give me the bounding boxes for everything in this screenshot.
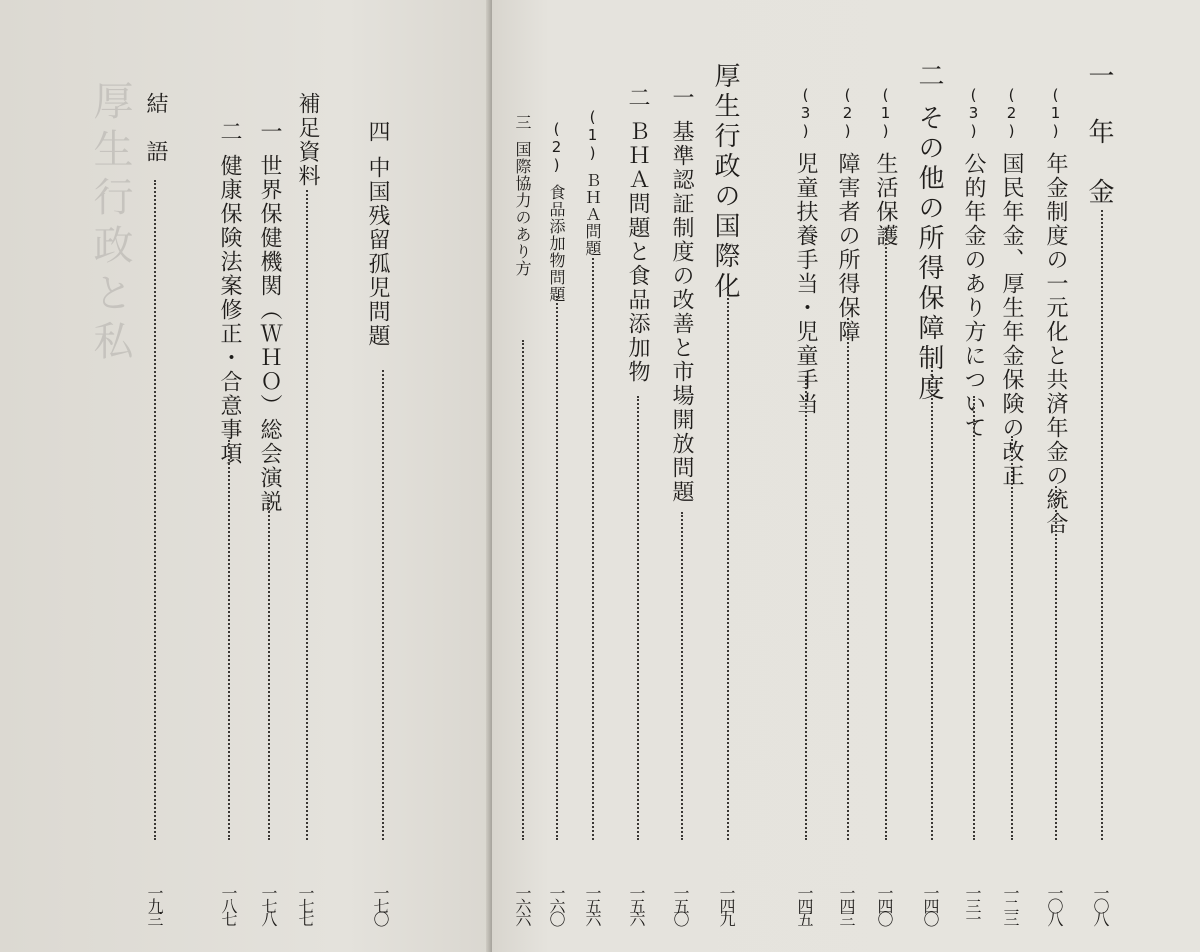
entry-label: 補足資料 xyxy=(295,92,320,188)
entry-label: その他の所得保障制度 xyxy=(914,104,944,404)
page-number: 一四五 xyxy=(795,885,814,924)
toc-entry-sec3[interactable] xyxy=(514,114,530,277)
toc-entry-ch2-2[interactable] xyxy=(836,86,858,344)
leader-dots xyxy=(1011,436,1013,840)
toc-entry-ch1-2[interactable] xyxy=(1000,86,1022,488)
entry-label: 国際協力のあり方 xyxy=(513,141,532,277)
entry-label: 年金制度の一元化と共済年金の統合 xyxy=(1043,152,1068,536)
leader-dots xyxy=(847,318,849,840)
page-number: 一六〇 xyxy=(547,885,566,924)
entry-label: 中国残留孤児問題 xyxy=(365,156,390,348)
leader-dots xyxy=(1055,486,1057,840)
entry-label: 国民年金、厚生年金保険の改正 xyxy=(999,152,1024,488)
page-number: 一四〇 xyxy=(921,885,940,924)
page-number: 一五〇 xyxy=(671,885,690,924)
entry-mark: (3) xyxy=(964,86,983,140)
page-number: 一八七 xyxy=(219,885,238,924)
page-number: 一五六 xyxy=(583,885,602,924)
leader-dots xyxy=(805,376,807,840)
leader-dots xyxy=(592,258,594,840)
leader-dots xyxy=(306,190,308,840)
toc-entry-ch1[interactable] xyxy=(1086,62,1112,208)
toc-entry-ch1-1[interactable] xyxy=(1044,86,1066,536)
entry-mark: 二 xyxy=(914,62,944,92)
leader-dots xyxy=(154,180,156,840)
toc-entry-ch2-1[interactable] xyxy=(874,86,896,248)
page-number: 一四九 xyxy=(717,885,736,924)
leader-dots xyxy=(681,512,683,840)
left-page xyxy=(0,0,492,952)
leader-dots xyxy=(556,296,558,840)
entry-label: ＢＨＡ問題と食品添加物 xyxy=(625,120,650,384)
page-number: 一五六 xyxy=(627,885,646,924)
leader-dots xyxy=(522,340,524,840)
toc-entry-sec4[interactable] xyxy=(366,120,388,348)
entry-mark: (2) xyxy=(547,120,566,174)
page-number: 一七〇 xyxy=(371,885,390,924)
entry-label: 生活保護 xyxy=(873,152,898,248)
leader-dots xyxy=(268,500,270,840)
leader-dots xyxy=(931,362,933,840)
page-number: 一九三 xyxy=(145,885,164,924)
toc-entry-supp[interactable] xyxy=(296,92,318,188)
page-number: 一三一 xyxy=(963,885,982,924)
entry-label: 年 金 xyxy=(1084,118,1114,208)
entry-label: 公的年金のあり方について xyxy=(961,152,986,440)
toc-entry-sec2[interactable] xyxy=(626,86,648,384)
entry-mark: 二 xyxy=(217,120,242,144)
entry-mark: 四 xyxy=(365,120,390,144)
page-number: 一七八 xyxy=(259,885,278,924)
page-number: 一七七 xyxy=(296,885,315,924)
toc-entry-sec1[interactable] xyxy=(670,86,692,504)
leader-dots xyxy=(885,228,887,840)
page-number: 一〇八 xyxy=(1091,885,1110,924)
toc-entry-ch1-3[interactable] xyxy=(962,86,984,440)
toc-entry-sec2-2[interactable] xyxy=(548,120,564,303)
entry-label: 世界保健機関（ＷＨＯ）総会演説 xyxy=(257,154,282,514)
page-number: 一二三 xyxy=(1001,885,1020,924)
entry-label: 食品添加物問題 xyxy=(547,184,566,303)
entry-label: 健康保険法案修正・合意事項 xyxy=(217,154,242,466)
toc-entry-conclusion[interactable] xyxy=(144,92,166,164)
entry-mark: (1) xyxy=(583,108,602,162)
page-number: 一〇八 xyxy=(1045,885,1064,924)
leader-dots xyxy=(228,440,230,840)
leader-dots xyxy=(973,396,975,840)
toc-entry-ch2-3[interactable] xyxy=(794,86,816,416)
page-number: 一四三 xyxy=(837,885,856,924)
entry-label: 児童扶養手当・児童手当 xyxy=(793,152,818,416)
entry-mark: 三 xyxy=(513,114,532,131)
bleed-through-text: 厚生行政と私 xyxy=(87,80,133,368)
entry-mark: 一 xyxy=(257,120,282,144)
part-title: 厚生行政の国際化 xyxy=(710,62,740,302)
entry-label: 障害者の所得保障 xyxy=(835,152,860,344)
toc-entry-supp-2[interactable] xyxy=(218,120,240,466)
entry-mark: (1) xyxy=(876,86,895,140)
toc-part-heading[interactable] xyxy=(712,62,738,302)
entry-mark: 一 xyxy=(669,86,694,110)
entry-mark: (3) xyxy=(796,86,815,140)
entry-label: 基準認証制度の改善と市場開放問題 xyxy=(669,120,694,504)
toc-entry-sec2-1[interactable] xyxy=(584,108,600,257)
leader-dots xyxy=(382,370,384,840)
entry-mark: (2) xyxy=(838,86,857,140)
page-number: 一六六 xyxy=(513,885,532,924)
entry-mark: 二 xyxy=(625,86,650,110)
right-page xyxy=(492,0,1200,952)
leader-dots xyxy=(727,286,729,840)
entry-label: 結 語 xyxy=(143,92,168,164)
leader-dots xyxy=(637,396,639,840)
toc-entry-ch2[interactable] xyxy=(916,62,942,404)
entry-mark: 一 xyxy=(1084,62,1114,92)
leader-dots xyxy=(1101,210,1103,840)
entry-mark: (1) xyxy=(1046,86,1065,140)
toc-entry-supp-1[interactable] xyxy=(258,120,280,514)
entry-mark: (2) xyxy=(1002,86,1021,140)
page-number: 一四〇 xyxy=(875,885,894,924)
entry-label: ＢＨＡ問題 xyxy=(583,172,602,257)
